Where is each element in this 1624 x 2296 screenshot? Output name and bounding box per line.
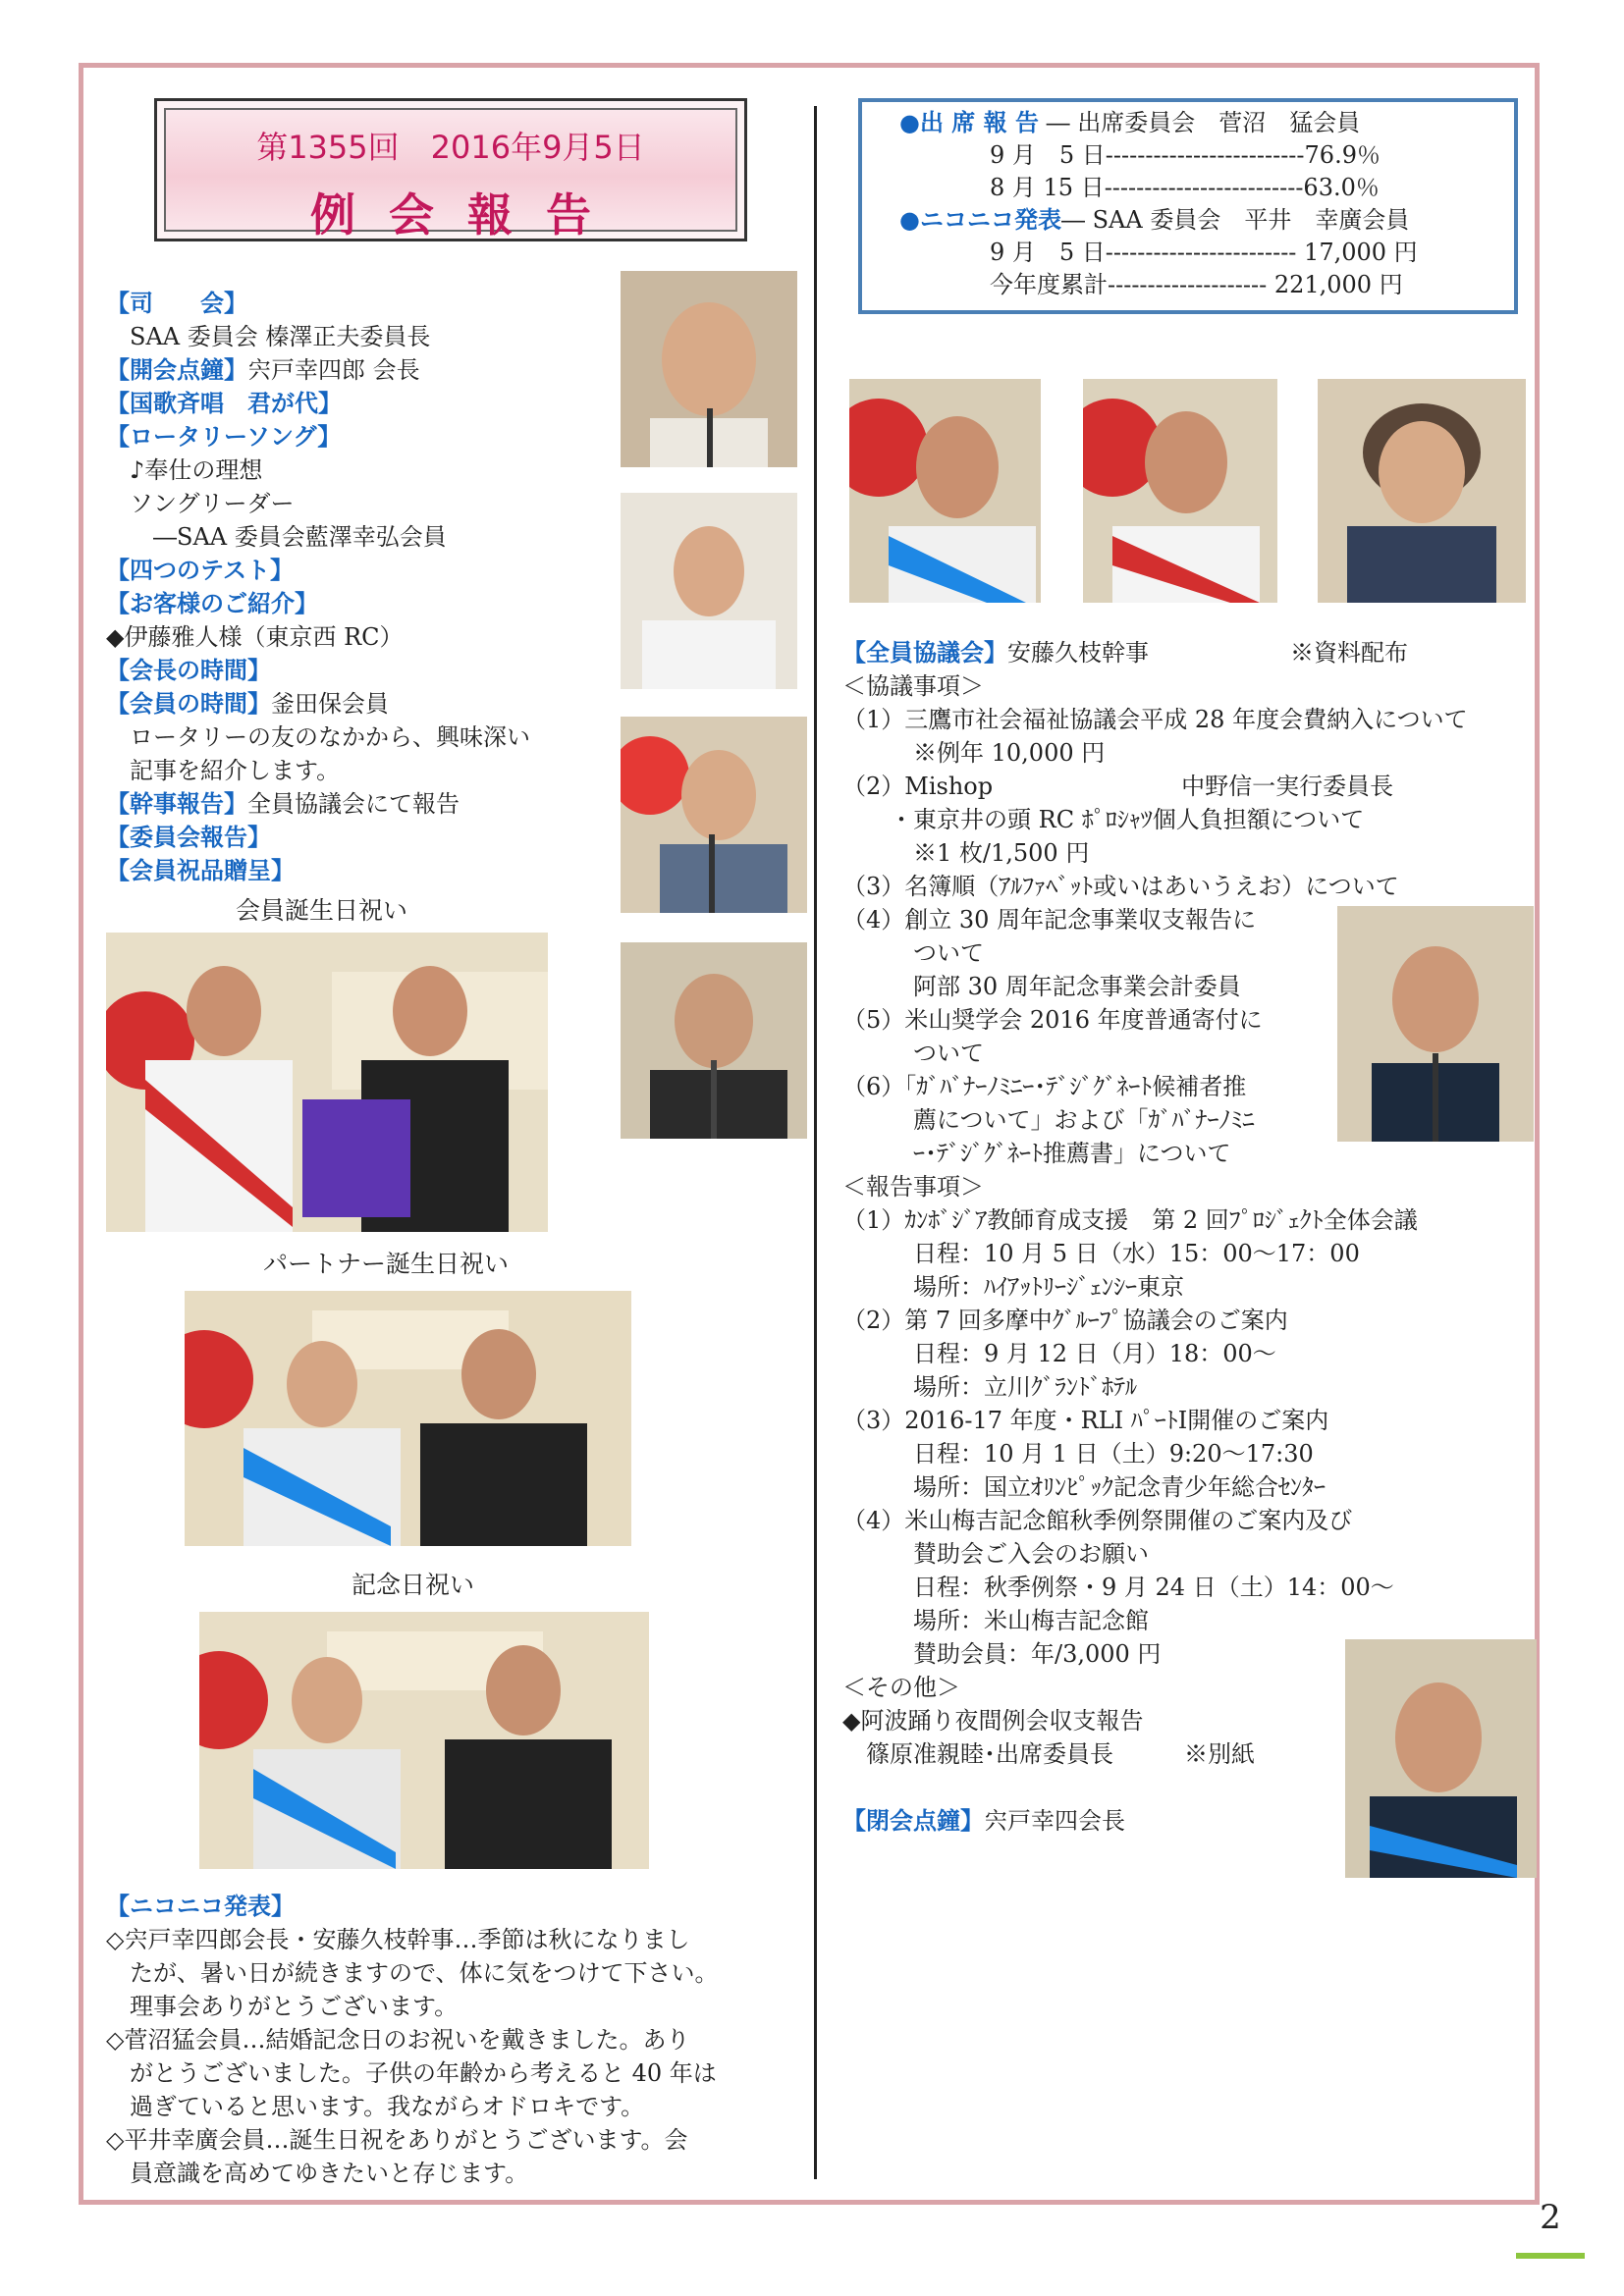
program-text: ♪奉仕の理想 [106, 456, 263, 484]
report-line: ＜報告事項＞ [842, 1173, 984, 1201]
program-line [106, 754, 530, 787]
photo-partner-birthday [185, 1291, 631, 1546]
report-line: 場所：国立ｵﾘﾝﾋﾟｯｸ記念青少年総合ｾﾝﾀｰ [842, 1473, 1326, 1501]
photo-council-4 [1337, 906, 1534, 1142]
program-heading: 【四つのテスト】 [106, 557, 295, 584]
program-text: 全員協議会にて報告 [247, 790, 460, 818]
report-line: （1）ｶﾝﾎﾞｼﾞｱ教師育成支援 第 2 回ﾌﾟﾛｼﾞｪｸﾄ全体会議 [842, 1206, 1418, 1234]
report-line: （2）第 7 回多摩中ｸﾞﾙｰﾌﾟ協議会のご案内 [842, 1307, 1288, 1334]
program-line [106, 687, 530, 721]
photo-council-2 [1083, 379, 1277, 603]
photo-member-time [621, 717, 807, 913]
program-text: 記事を紹介します。 [106, 757, 341, 784]
program-text: 釜田保会員 [271, 690, 389, 718]
report-line: ※1 枚/1,500 円 [842, 839, 1090, 867]
program-line [106, 821, 530, 854]
niko-line: 理事会ありがとうございます。 [106, 1993, 459, 2020]
program-line [106, 420, 530, 454]
program-line [106, 487, 530, 520]
attendance-row: 8 月 15 日-------------------------63.0％ [990, 174, 1380, 201]
report-line: （4）米山梅吉記念館秋季例祭開催のご案内及び [842, 1507, 1353, 1534]
program-heading: 【委員会報告】 [106, 824, 271, 851]
program-heading: 【会員祝品贈呈】 [106, 857, 295, 884]
niko-line: がとうございました。子供の年齢から考えると 40 年は [106, 2059, 717, 2087]
photo-anniversary [199, 1612, 649, 1869]
page-title: 例会報告 [310, 188, 624, 241]
program-line [106, 387, 530, 420]
caption-partner-birthday: パートナー誕生日祝い [263, 1250, 510, 1278]
program-heading: 【司 会】 [106, 290, 247, 317]
niko-row: 今年度累計-------------------- 221,000 円 [990, 271, 1403, 298]
niko-line: ◇宍戸幸四郎会長・安藤久枝幹事…季節は秋になりまし [106, 1926, 690, 1953]
program-line [106, 721, 530, 754]
report-line: 日程：10 月 5 日（水）15：00〜17：00 [842, 1240, 1360, 1267]
closing-text: 宍戸幸四会長 [984, 1807, 1125, 1835]
program-heading: 【国歌斉唱 君が代】 [106, 390, 342, 417]
report-line: ・東京井の頭 RC ﾎﾟﾛｼｬﾂ個人負担額について [842, 806, 1365, 833]
niko-label: ●ニコニコ発表 [899, 206, 1061, 234]
photo-council-1 [849, 379, 1041, 603]
report-line: （3）名簿順（ｱﾙﾌｧﾍﾞｯﾄ或いはあいうえお）について [842, 873, 1399, 900]
report-line: 場所：ﾊｲｱｯﾄﾘｰｼﾞｪﾝｼｰ東京 [842, 1273, 1184, 1301]
program-text: SAA 委員会 榛澤正夫委員長 [106, 323, 431, 350]
report-line: ＜その他＞ [842, 1674, 960, 1701]
niko-line: ◇平井幸廣会員…誕生日祝をありがとうございます。会 [106, 2126, 688, 2154]
program-text: ロータリーの友のなかから、興味深い [106, 723, 530, 751]
photo-member-birthday [106, 933, 548, 1232]
niko-line: ◇菅沼猛会員…結婚記念日のお祝いを戴きました。あり [106, 2026, 690, 2054]
report-line: （4）創立 30 周年記念事業収支報告に [842, 906, 1257, 934]
program-heading: 【幹事報告】 [106, 790, 247, 818]
program-heading: 【会長の時間】 [106, 657, 271, 684]
niko-section [106, 1890, 719, 2190]
program-text: ―SAA 委員会藍澤幸弘会員 [106, 523, 447, 551]
photo-secretary [621, 942, 807, 1139]
photo-guest [621, 493, 797, 689]
council-text: 安藤久枝幹事 ※資料配布 [1007, 639, 1408, 667]
program-heading: 【会員の時間】 [106, 690, 271, 718]
niko-committee: ― SAA 委員会 平井 幸廣会員 [1060, 206, 1410, 234]
program-line [106, 854, 530, 887]
report-line: 日程：10 月 1 日（土）9:20〜17:30 [842, 1440, 1314, 1468]
program-line [106, 454, 530, 487]
report-line: 場所：立川ｸﾞﾗﾝﾄﾞﾎﾃﾙ [842, 1373, 1137, 1401]
program-heading: 【開会点鐘】 [106, 356, 247, 384]
report-line: ◆阿波踊り夜間例会収支報告 [842, 1707, 1144, 1735]
program-text: ソングリーダー [106, 490, 295, 517]
niko-title: 【ニコニコ発表】 [106, 1893, 295, 1920]
program-line [106, 554, 530, 587]
caption-anniversary: 記念日祝い [352, 1571, 475, 1599]
page-number: 2 [1516, 2198, 1585, 2259]
report-line: （3）2016-17 年度・RLI ﾊﾟｰﾄⅠ開催のご案内 [842, 1407, 1329, 1434]
report-line: （1）三鷹市社会福祉協議会平成 28 年度会費納入について [842, 706, 1468, 733]
niko-line: たが、暑い日が続きますので、体に気をつけて下さい。 [106, 1959, 719, 1987]
program-line [106, 353, 530, 387]
report-line: （6）「ｶﾞﾊﾞﾅｰﾉﾐﾆｰ･ﾃﾞｼﾞｸﾞﾈｰﾄ候補者推 [842, 1073, 1247, 1100]
program-line [106, 787, 530, 821]
niko-line: 過ぎていると思います。我ながらオドロキです。 [106, 2093, 645, 2120]
report-line: 日程：秋季例祭・9 月 24 日（土）14：00〜 [842, 1574, 1394, 1601]
program-line [106, 320, 530, 353]
photo-closing [1345, 1639, 1537, 1878]
title-box [154, 98, 747, 241]
report-line: ついて [842, 939, 984, 967]
report-line: ついて [842, 1040, 984, 1067]
attendance-row: 9 月 5 日-------------------------76.9％ [990, 141, 1380, 169]
report-line: 賛助会ご入会のお願い [842, 1540, 1149, 1568]
niko-line: 員意識を高めてゆきたいと存じます。 [106, 2160, 529, 2187]
program-list [106, 287, 530, 887]
session-date: 第1355回 2016年9月5日 [256, 129, 645, 166]
column-divider [814, 106, 817, 2179]
program-heading: 【お客様のご紹介】 [106, 590, 318, 617]
report-line: ※例年 10,000 円 [842, 739, 1106, 767]
report-line: 日程：9 月 12 日（月）18：00〜 [842, 1340, 1276, 1367]
report-line: （5）米山奨学会 2016 年度普通寄付に [842, 1006, 1263, 1034]
caption-member-birthday: 会員誕生日祝い [236, 896, 408, 925]
program-text: 宍戸幸四郎 会長 [247, 356, 420, 384]
report-line: ＜協議事項＞ [842, 672, 984, 700]
program-line [106, 654, 530, 687]
program-heading: 【ロータリーソング】 [106, 423, 342, 451]
attendance-box [858, 98, 1518, 314]
program-line [106, 587, 530, 620]
photo-chair [621, 271, 797, 467]
program-line [106, 287, 530, 320]
closing-label: 【閉会点鐘】 [842, 1807, 984, 1835]
report-line: 薦について」および「ｶﾞﾊﾞﾅｰﾉﾐﾆ [842, 1106, 1255, 1134]
report-line: 篠原准親睦･出席委員長 ※別紙 [842, 1740, 1255, 1768]
program-line [106, 620, 530, 654]
attendance-label: ●出 席 報 告 [899, 109, 1040, 136]
program-text: ◆伊藤雅人様（東京西 RC） [106, 623, 404, 651]
photo-council-3 [1318, 379, 1526, 603]
attendance-committee: ― 出席委員会 菅沼 猛会員 [1046, 109, 1361, 136]
niko-row: 9 月 5 日------------------------ 17,000 円 [990, 239, 1418, 266]
report-line: 阿部 30 周年記念事業会計委員 [842, 973, 1241, 1000]
report-line: 賛助会員：年/3,000 円 [842, 1640, 1162, 1668]
council-label: 【全員協議会】 [842, 639, 1007, 667]
program-line [106, 520, 530, 554]
report-line: 場所：米山梅吉記念館 [842, 1607, 1149, 1634]
report-line: （2）Mishop 中野信一実行委員長 [842, 773, 1394, 800]
report-line: ｰ･ﾃﾞｼﾞｸﾞﾈｰﾄ推薦書」について [842, 1140, 1231, 1167]
